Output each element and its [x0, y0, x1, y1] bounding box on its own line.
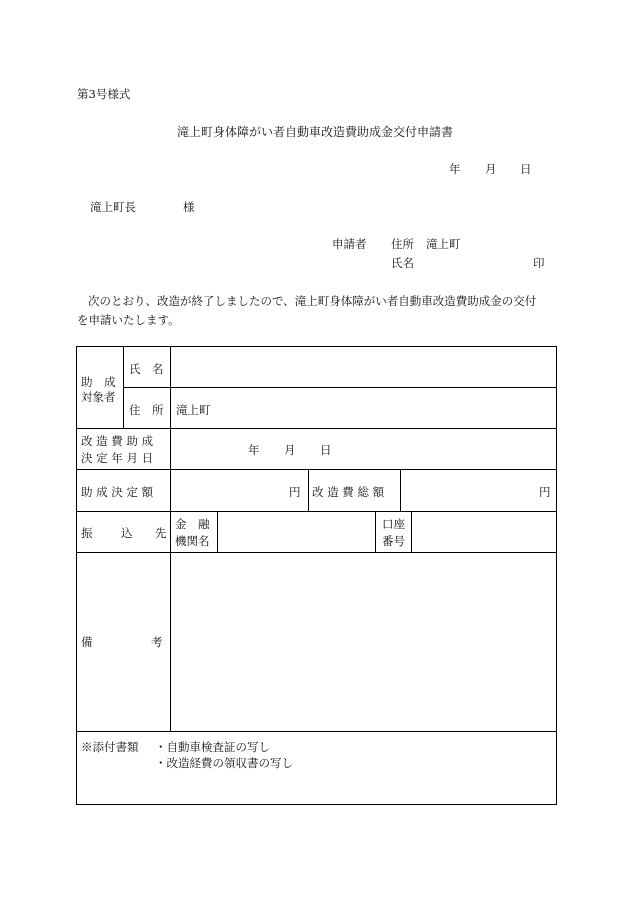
addressee: 滝上町長 [90, 200, 136, 214]
bank-label-line-1: 金 融 [175, 517, 210, 531]
account-label-line-2: 番号 [382, 534, 405, 548]
subject-label-line-1: 助 成 [81, 375, 116, 389]
decision-year-unit: 年 [248, 443, 260, 457]
date-month-unit: 月 [485, 162, 497, 176]
applicant-address-value: 滝上町 [426, 237, 461, 251]
col-divider [170, 347, 171, 731]
subject-label-line-2: 対象者 [81, 390, 116, 404]
addressee-suffix: 様 [183, 200, 195, 214]
subject-address-value: 滝上町 [176, 403, 211, 417]
document-title: 滝上町身体障がい者自動車改造費助成金交付申請書 [176, 125, 453, 139]
row-divider [123, 387, 557, 388]
attachment-item-2: ・改造経費の領収書の写し [155, 756, 293, 770]
row-divider [77, 511, 557, 512]
col-divider [217, 511, 218, 552]
application-table [76, 346, 557, 805]
row-divider [77, 428, 557, 429]
attachment-item-1: ・自動車検査証の写し [155, 740, 270, 754]
col-divider [375, 511, 376, 552]
decision-month-unit: 月 [284, 443, 296, 457]
transfer-label-1: 振 [81, 526, 93, 540]
row-divider [77, 552, 557, 553]
form-number: 第3号様式 [77, 87, 131, 101]
applicant-address-label: 住所 [391, 237, 414, 251]
grant-amount-yen: 円 [289, 485, 301, 499]
transfer-label-3: 先 [155, 526, 167, 540]
total-cost-yen: 円 [539, 485, 551, 499]
seal-mark: 印 [533, 256, 545, 270]
col-divider [400, 469, 401, 511]
transfer-label-2: 込 [121, 526, 133, 540]
row-divider [77, 731, 557, 732]
grant-amount-label: 助 成 決 定 額 [81, 485, 154, 499]
subject-address-label: 住 所 [129, 403, 164, 417]
decision-date-label-line-2: 決 定 年 月 日 [81, 451, 154, 465]
subject-name-label: 氏 名 [129, 362, 164, 376]
col-divider [308, 469, 309, 511]
row-divider [77, 469, 557, 470]
decision-day-unit: 日 [320, 443, 332, 457]
bank-label-line-2: 機関名 [175, 534, 210, 548]
remarks-label-1: 備 [81, 635, 93, 649]
applicant-name-label: 氏名 [391, 256, 414, 270]
statement-line-2: を申請いたします。 [77, 313, 180, 327]
application-statement [77, 292, 559, 330]
account-label-line-1: 口座 [382, 517, 405, 531]
statement-line-1: 次のとおり、改造が終了しましたので、滝上町身体障がい者自動車改造費助成金の交付 [88, 294, 537, 308]
col-divider [123, 347, 124, 428]
applicant-label: 申請者 [332, 237, 367, 251]
date-day-unit: 日 [520, 162, 532, 176]
date-year-unit: 年 [449, 162, 461, 176]
total-cost-label: 改 造 費 総 額 [312, 485, 385, 499]
attachments-label: ※添付書類 [81, 740, 139, 754]
col-divider [411, 511, 412, 552]
remarks-label-2: 考 [151, 635, 163, 649]
decision-date-label-line-1: 改 造 費 助 成 [81, 434, 154, 448]
